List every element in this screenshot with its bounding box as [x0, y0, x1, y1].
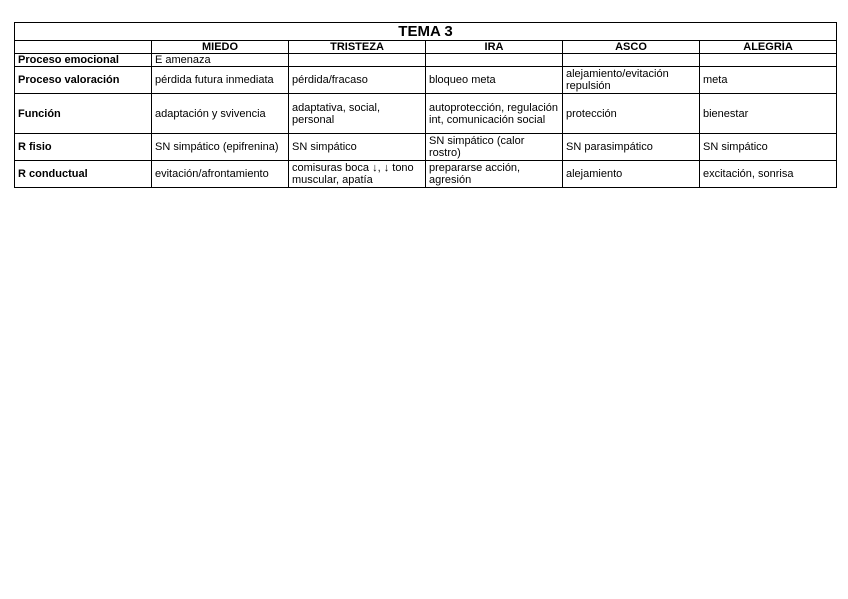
table-row [15, 134, 837, 161]
table-cell [700, 54, 837, 67]
table-cell: SN simpático [700, 134, 837, 161]
row-label: Proceso valoración [15, 67, 152, 94]
table-cell: bienestar [700, 94, 837, 134]
header-alegria: ALEGRÍA [700, 41, 837, 54]
row-label: R conductual [15, 161, 152, 188]
table-cell: pérdida futura inmediata [152, 67, 289, 94]
table-cell: meta [700, 67, 837, 94]
table-cell: adaptativa, social, personal [289, 94, 426, 134]
row-label: R fisio [15, 134, 152, 161]
table-cell: protección [563, 94, 700, 134]
title-row [15, 23, 837, 41]
table-cell [563, 54, 700, 67]
table-cell: bloqueo meta [426, 67, 563, 94]
header-ira: IRA [426, 41, 563, 54]
table-row [15, 94, 837, 134]
header-tristeza: TRISTEZA [289, 41, 426, 54]
table-title: TEMA 3 [15, 23, 837, 41]
header-asco: ASCO [563, 41, 700, 54]
table-cell: SN simpático (epifrenina) [152, 134, 289, 161]
table-cell: adaptación y svivencia [152, 94, 289, 134]
header-corner-cell [15, 41, 152, 54]
table-cell: alejamiento [563, 161, 700, 188]
table-cell: excitación, sonrisa [700, 161, 837, 188]
table-cell: pérdida/fracaso [289, 67, 426, 94]
table-cell [426, 54, 563, 67]
table-cell: comisuras boca ↓, ↓ tono muscular, apatía [289, 161, 426, 188]
table-row [15, 54, 837, 67]
header-miedo: MIEDO [152, 41, 289, 54]
header-row [15, 41, 837, 54]
table-cell: evitación/afrontamiento [152, 161, 289, 188]
table-cell: autoprotección, regulación int, comunicación social [426, 94, 563, 134]
table-cell: alejamiento/evitación repulsión [563, 67, 700, 94]
emotions-table [14, 22, 837, 188]
table-cell [289, 54, 426, 67]
table-cell: E amenaza [152, 54, 289, 67]
table-row [15, 67, 837, 94]
table-cell: SN parasimpático [563, 134, 700, 161]
table-cell: SN simpático (calor rostro) [426, 134, 563, 161]
table-cell: SN simpático [289, 134, 426, 161]
row-label: Proceso emocional [15, 54, 152, 67]
row-label: Función [15, 94, 152, 134]
table-row [15, 161, 837, 188]
table-cell: prepararse acción, agresión [426, 161, 563, 188]
